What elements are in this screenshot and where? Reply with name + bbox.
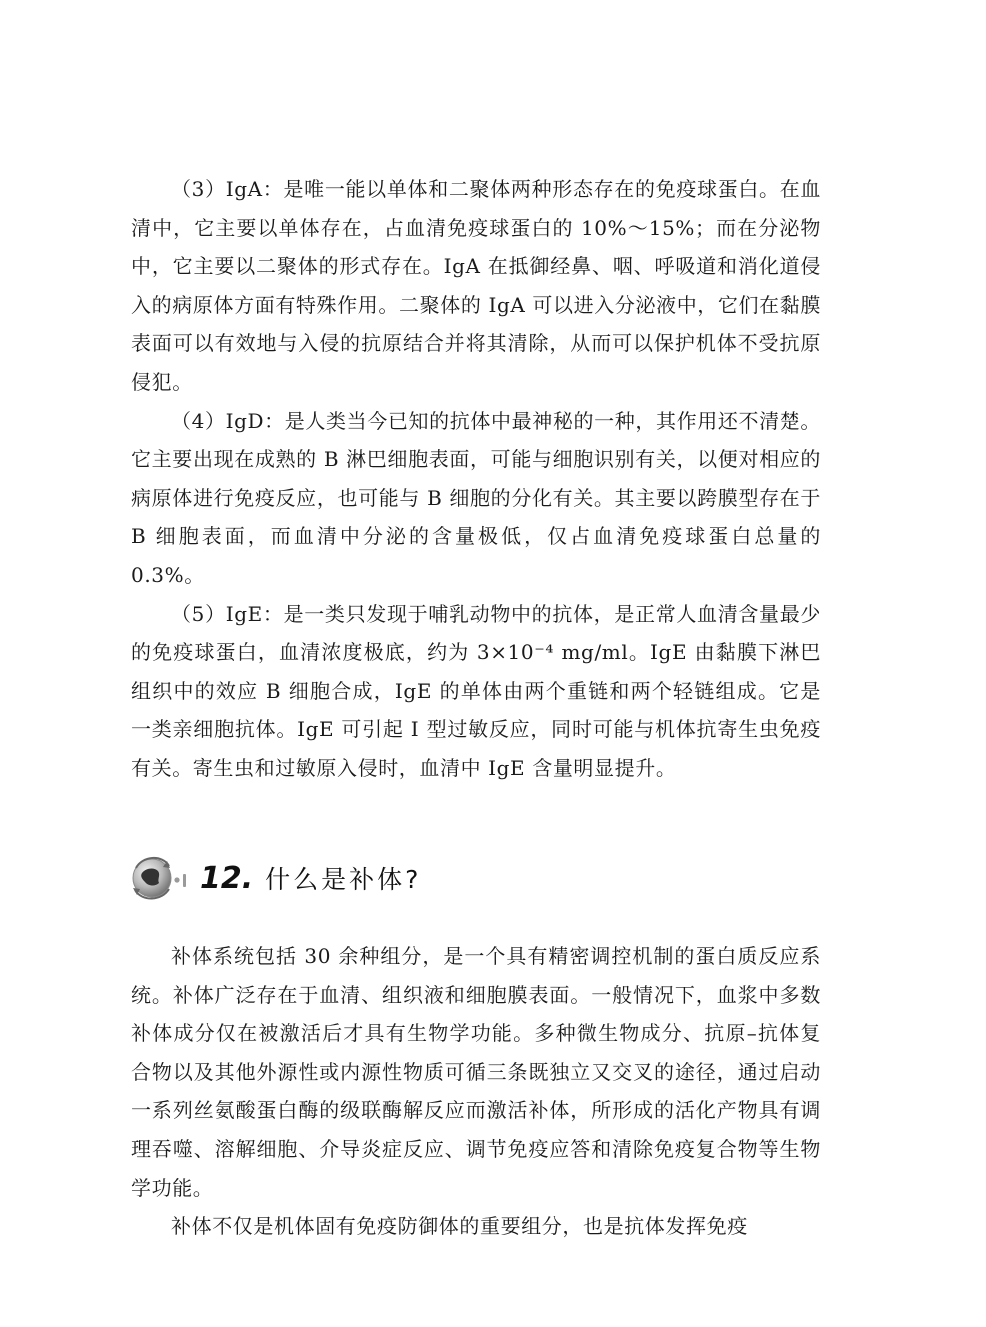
- section-heading: [128, 846, 828, 910]
- globe-arrows-icon: [128, 846, 196, 910]
- complement-text-block: [131, 937, 821, 1246]
- paragraph-complement-system: 补体系统包括 30 余种组分，是一个具有精密调控机制的蛋白质反应系统。补体广泛存在于血清、组织液和细胞膜表面。一般情况下，血浆中多数补体成分仅在被激活后才具有生物学功能。多种微生物成分、抗原–抗体复合物以及其他外源性或内源性物质可循三条既独立又交叉的途径，通过启动一系列丝氨酸蛋白酶的级联酶解反应而激活补体，所形成的活化产物具有调理吞噬、溶解细胞、介导炎症反应、调节免疫应答和清除免疫复合物等生物学功能。: [131, 944, 821, 1200]
- paragraph-igd: （4）IgD：是人类当今已知的抗体中最神秘的一种，其作用还不清楚。它主要出现在成熟的 B 淋巴细胞表面，可能与细胞识别有关，以便对相应的病原体进行免疫反应，也可能与 B 细胞的分化有关。其主要以跨膜型存在于 B 细胞表面，而血清中分泌的含量极低，仅占血清免疫球蛋白总量的 0.3%。: [131, 408, 821, 587]
- section-number: 12.: [200, 860, 254, 896]
- paragraph-complement-role: 补体不仅是机体固有免疫防御体的重要组分，也是抗体发挥免疫: [171, 1214, 748, 1239]
- paragraph-iga: （3）IgA：是唯一能以单体和二聚体两种形态存在的免疫球蛋白。在血清中，它主要以单体存在，占血清免疫球蛋白的 10%～15%；而在分泌物中，它主要以二聚体的形式存在。IgA 在抵御经鼻、咽、呼吸道和消化道侵入的病原体方面有特殊作用。二聚体的 IgA 可以进入分泌液中，它们在黏膜表面可以有效地与入侵的抗原结合并将其清除，从而可以保护机体不受抗原侵犯。: [131, 177, 821, 394]
- paragraph-ige: （5）IgE：是一类只发现于哺乳动物中的抗体，是正常人血清含量最少的免疫球蛋白，血清浓度极底，约为 3×10⁻⁴ mg/ml。IgE 由黏膜下淋巴组织中的效应 B 细胞合成，IgE 的单体由两个重链和两个轻链组成。它是一类亲细胞抗体。IgE 可引起 Ⅰ 型过敏反应，同时可能与机体抗寄生虫免疫有关。寄生虫和过敏原入侵时，血清中 IgE 含量明显提升。: [131, 601, 821, 780]
- immunoglobulin-text-block: [131, 170, 821, 788]
- section-title: 什么是补体?: [265, 865, 422, 894]
